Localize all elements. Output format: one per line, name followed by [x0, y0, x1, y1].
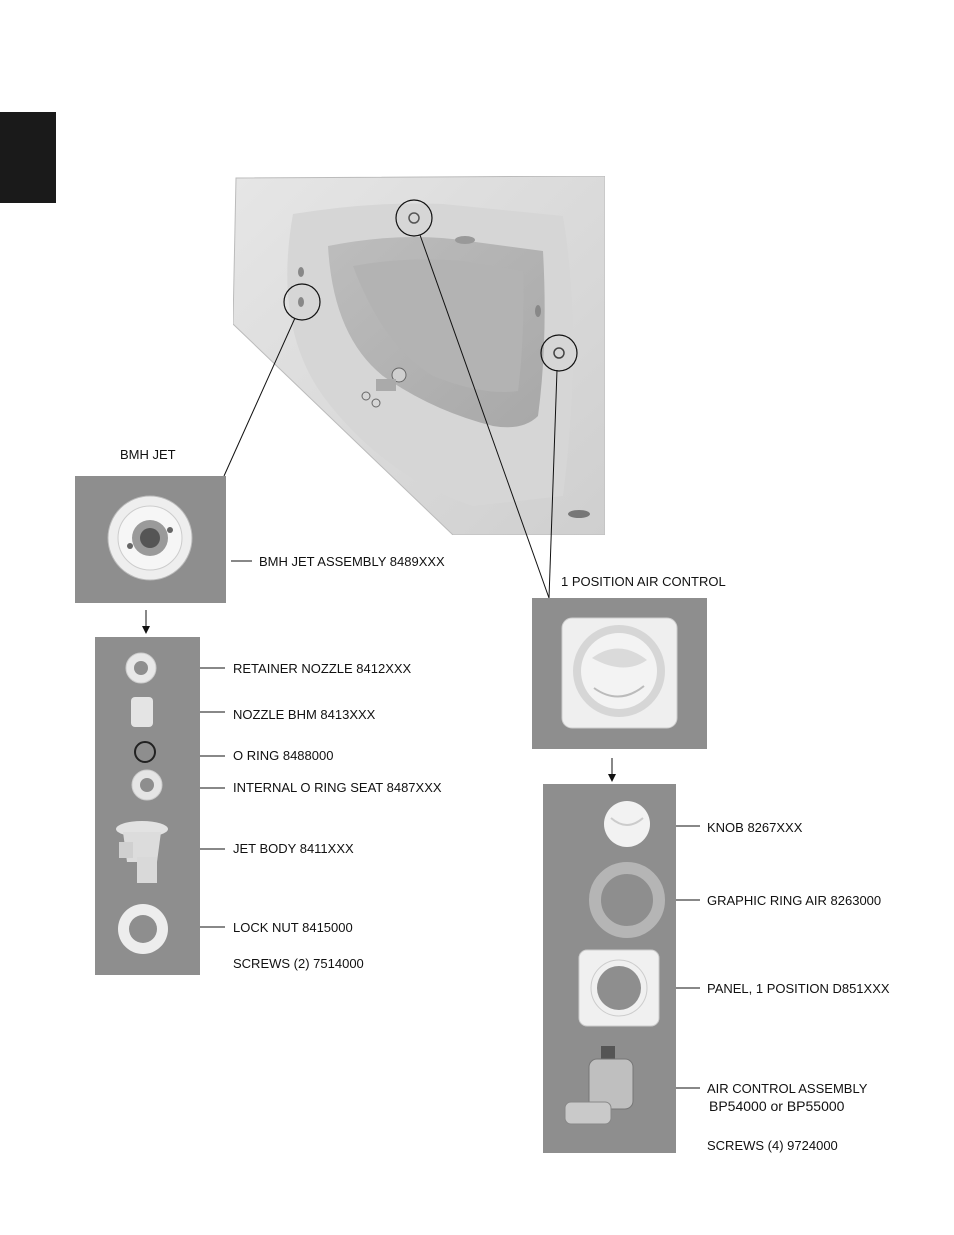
nozzle-bhm-label: NOZZLE BHM 8413XXX	[233, 707, 376, 722]
o-ring-label: O RING 8488000	[233, 748, 334, 763]
air-parts-photo	[543, 784, 676, 1153]
panel-label: PANEL, 1 POSITION D851XXX	[707, 981, 890, 996]
bmh-jet-photo	[75, 476, 226, 603]
air-control-assembly-label: AIR CONTROL ASSEMBLY	[707, 1081, 868, 1096]
bmh-screws-label: SCREWS (2) 7514000	[233, 956, 364, 971]
graphic-ring-label: GRAPHIC RING AIR 8263000	[707, 893, 882, 908]
knob-label: KNOB 8267XXX	[707, 820, 803, 835]
bmh-jet-title: BMH JET	[120, 447, 176, 462]
air-screws-label: SCREWS (4) 9724000	[707, 1138, 838, 1153]
bmh-parts-photo	[95, 637, 200, 975]
internal-o-ring-seat-label: INTERNAL O RING SEAT 8487XXX	[233, 780, 442, 795]
bmh-jet-assembly-label: BMH JET ASSEMBLY 8489XXX	[259, 554, 445, 569]
air-control-assembly-alt: BP54000 or BP55000	[709, 1098, 845, 1114]
retainer-nozzle-label: RETAINER NOZZLE 8412XXX	[233, 661, 412, 676]
lock-nut-label: LOCK NUT 8415000	[233, 920, 353, 935]
air-control-photo	[532, 598, 707, 749]
air-control-title: 1 POSITION AIR CONTROL	[561, 574, 726, 589]
jet-body-label: JET BODY 8411XXX	[233, 841, 354, 856]
